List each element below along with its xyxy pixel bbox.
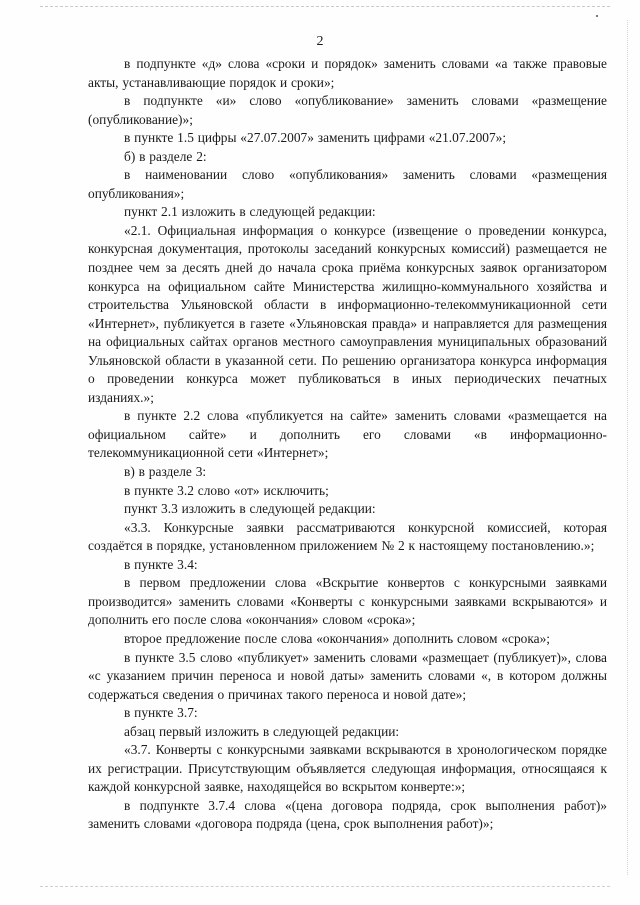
paragraph-section-2: б) в разделе 2: — [124, 148, 207, 164]
paragraph-point-3-4-second: второе предложение после слова «окончания» дополнить словом «срока»; — [124, 630, 551, 646]
paragraph-point-3-5: в пункте 3.5 слово «публикует» заменить словами «размещает (публикует)», слова «с указанием причин переноса и новой даты» заменить словами «, в котором должны содержаться сведения о причинах такого переноса и новой дате»; — [88, 649, 607, 702]
paragraph-section-2-title: в наименовании слово «опубликования» заменить словами «размещения опубликования»; — [88, 167, 607, 201]
scan-edge-top — [40, 6, 610, 7]
paragraph-point-3-7-first: абзац первый изложить в следующей редакции: — [124, 723, 400, 739]
paragraph-subpoint-d: в подпункте «д» слова «сроки и порядок» заменить словами «а также правовые акты, устанавливающие порядок и сроки»; — [88, 56, 607, 90]
scan-edge-bottom — [40, 886, 610, 887]
document-body — [88, 55, 607, 834]
page-number: 2 — [316, 34, 324, 49]
paragraph-point-2-1-text: «2.1. Официальная информация о конкурсе (извещение о проведении конкурса, конкурсная документация, протоколы заседаний конкурсных комиссий) размещается не позднее чем за десять дней до начала срока приёма конкурсных заявок организатором конкурса на официальном сайте Министерства жилищно-коммунального хозяйства и строительства Ульяновской области в информационно-телекоммуникационной сети «Интернет», публикуется в газете «Ульяновская правда» и направляется для размещения на официальных сайтах органов местного самоуправления муниципальных образований Ульяновской области в указанной сети. По решению организатора конкурса информация о проведении конкурса может публиковаться в иных периодических печатных изданиях.»; — [88, 222, 607, 405]
paragraph-point-3-3-intro: пункт 3.3 изложить в следующей редакции: — [124, 501, 376, 517]
paragraph-point-2-1-intro: пункт 2.1 изложить в следующей редакции: — [124, 204, 376, 220]
scan-speck — [596, 15, 598, 17]
paragraph-point-3-3-text: «3.3. Конкурсные заявки рассматриваются конкурсной комиссией, которая создаётся в порядке, установленном приложением № 2 к настоящему постановлению.»; — [88, 519, 607, 554]
paragraph-point-3-4: в пункте 3.4: — [124, 556, 198, 572]
paragraph-point-3-7: в пункте 3.7: — [124, 705, 198, 721]
paragraph-point-3-7-text: «3.7. Конверты с конкурсными заявками вскрываются в хронологическом порядке их регистрации. Присутствующим объявляется следующая информация, относящаяся к каждой конкурсной заявке, находящейся во вскрытом конверте:»; — [88, 742, 607, 795]
scan-edge-right — [627, 20, 628, 875]
paragraph-point-3-4-first: в первом предложении слова «Вскрытие конвертов с конкурсными заявками производится» заменить словами «Конверты с конкурсными заявками вскрываются» и дополнить его после слова «окончания» словом «срока»; — [88, 575, 607, 628]
paragraph-subpoint-3-7-4: в подпункте 3.7.4 слова «(цена договора подряда, срок выполнения работ)» заменить словами «договора подряда (цена, срок выполнения работ)»; — [88, 797, 607, 832]
paragraph-subpoint-i: в подпункте «и» слово «опубликование» заменить словами «размещение (опубликование)»; — [88, 93, 607, 127]
paragraph-point-2-2: в пункте 2.2 слова «публикуется на сайте» заменить словами «размещается на официальном сайте» и дополнить его словами «в информационно-телекоммуникационной сети «Интернет»; — [88, 408, 607, 461]
paragraph-section-3: в) в разделе 3: — [124, 464, 207, 480]
paragraph-point-3-2: в пункте 3.2 слово «от» исключить; — [124, 482, 329, 498]
paragraph-point-1-5: в пункте 1.5 цифры «27.07.2007» заменить цифрами «21.07.2007»; — [124, 130, 507, 146]
